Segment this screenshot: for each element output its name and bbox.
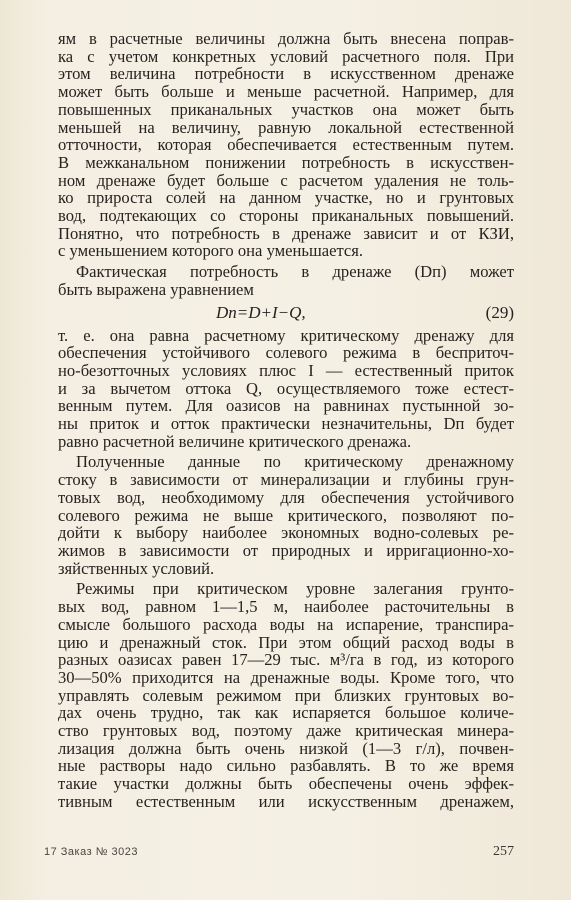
paragraph-5 [58,580,514,810]
text-line: равно расчетной величине критического дренажа. [58,431,412,451]
text-line: ко прироста солей на данном участке, но и грунтовых [58,188,514,208]
text-line: цию и дренажный сток. При этом общий расход воды в [58,632,514,652]
paragraph-2 [58,263,514,298]
text-line: ка с учетом конкретных условий расчетного поля. При [58,46,514,66]
text-line: разных оазисах равен 17—29 тыс. м³/га в год, из которого [58,650,514,670]
equation-number: (29) [485,302,514,322]
text-line: стоку в зависимости от минерализации и глубины грун- [58,470,514,490]
paragraph-3 [58,327,514,451]
text-line: смысле большого расхода воды на испарение, транспира- [58,614,514,634]
text-line: венным путем. Для оазисов на равнинах пустынной зо- [58,396,514,416]
text-line: управлять солевым режимом при близких грунтовых во- [58,685,514,705]
text-line: дойти к выбору наиболее экономных водно-солевых ре- [58,523,514,543]
equation: Dп=D+I−Q, [216,302,306,322]
text-line: этом величина потребности в искусственном дренаже [58,64,514,84]
text-line: Фактическая потребность в дренаже (Dп) может [76,262,514,282]
page-footer [44,844,514,864]
text-line: отточности, которая обеспечивается естественным путем. [58,135,514,155]
text-line: с уменьшением которого она уменьшается. [58,241,364,261]
text-line: может быть больше и меньше расчетной. Например, для [58,82,514,102]
text-line: дах очень трудно, так как испаряется большое количе- [58,703,514,723]
signature-mark: 17 Заказ № 3023 [44,846,139,858]
text-line: ство грунтовых вод, поэтому даже критическая минера- [58,721,514,741]
text-line: ны приток и отток практически незначительны, Dп будет [58,414,514,434]
text-line: и за вычетом оттока Q, осуществляемого тоже естест- [58,378,514,398]
equation-row [58,300,514,326]
paragraph-4 [58,453,514,577]
text-line: обеспечения устойчивого солевого режима в бесприточ- [58,343,514,363]
text-line: т. е. она равна расчетному критическому дренажу для [58,325,514,345]
text-line: меньшей на величину, равную локальной естественной [58,117,514,137]
text-line: ном дренаже будет больше с расчетом удаления не толь- [58,170,514,190]
body-text [58,30,514,811]
text-line: товых вод, необходимому для обеспечения устойчивого [58,487,514,507]
paragraph-1 [58,30,514,260]
text-line: солевого режима не выше критического, позволяют по- [58,505,514,525]
text-line: но-безотточных условиях плюс I — естественный приток [58,360,514,380]
text-line: 30—50% приходится на дренажные воды. Кроме того, что [58,667,514,687]
text-line: вых вод, равном 1—1,5 м, наиболее расточительны в [58,597,514,617]
text-line: ные растворы надо сильно разбавлять. В то же время [58,756,514,776]
text-line: такие участки должны быть обеспечены очень эффек- [58,774,514,794]
text-line: тивным естественным или искусственным дренажем, [58,791,514,811]
text-line: жимов в зависимости от природных и ирригационно-хо- [58,540,514,560]
text-line: В межканальном понижении потребность в искусствен- [58,152,514,172]
text-line: Полученные данные по критическому дренажному [76,452,514,472]
text-line: Понятно, что потребность в дренаже зависит и от КЗИ, [58,223,514,243]
text-line: Режимы при критическом уровне залегания грунто- [76,579,514,599]
text-line: быть выражена уравнением [58,279,254,299]
text-line: зяйственных условий. [58,558,215,578]
page-number: 257 [493,844,514,859]
text-line: лизация должна быть очень низкой (1—3 г/л), почвен- [58,738,514,758]
text-line: повышенных приканальных участков она может быть [58,99,514,119]
text-line: вод, подтекающих со стороны приканальных повышений. [58,206,514,226]
text-line: ям в расчетные величины должна быть внесена поправ- [58,29,514,48]
